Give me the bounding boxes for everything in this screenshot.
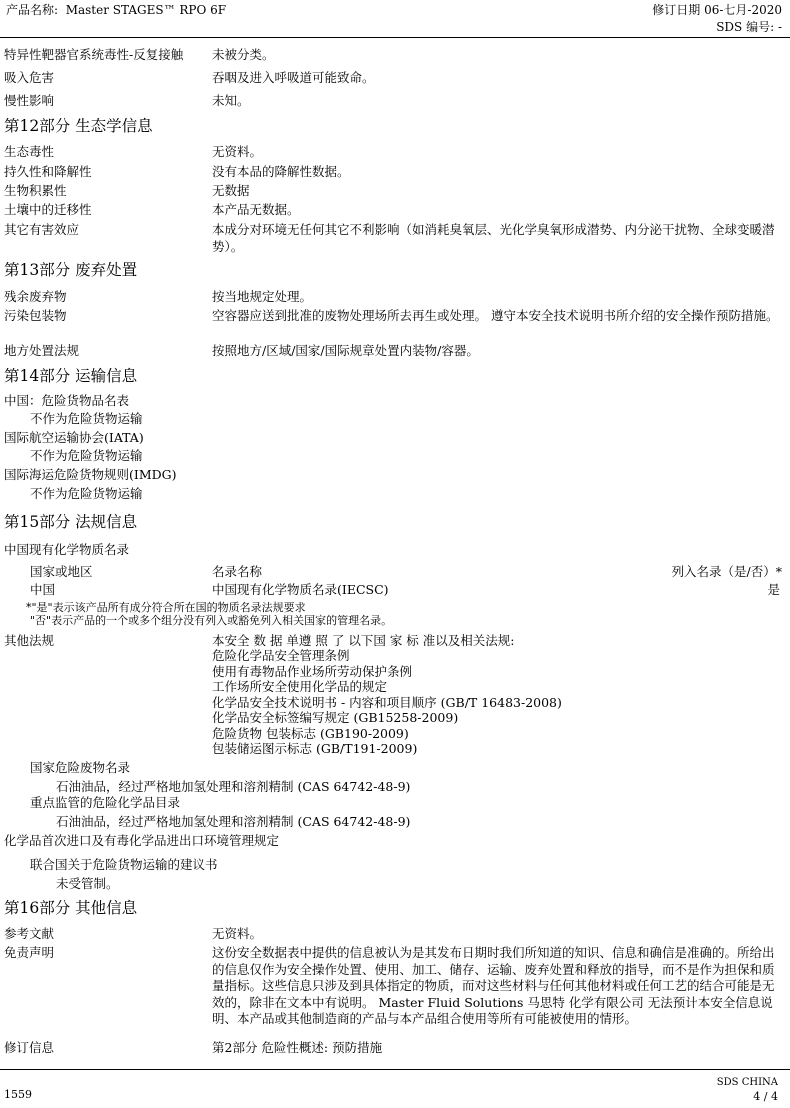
- section-12-title: 第12部分 生态学信息: [4, 117, 153, 135]
- revision-info-value: 第2部分 危险性概述: 预防措施: [212, 1040, 383, 1055]
- revision-date: 修订日期 06-七月-2020: [652, 3, 782, 17]
- eco-value: 本产品无数据。: [212, 202, 300, 217]
- header-meta: [652, 2, 782, 36]
- key-hazard-item: 石油油品，经过严格地加氢处理和溶剂精制 (CAS 64742-48-9): [56, 814, 411, 829]
- disclaimer-text: 这份安全数据表中提供的信息被认为是其发布日期时我们所知道的知识、信息和确信是准确的。所给出的信息仅作为安全操作处置、使用、加工、储存、运输、废弃处置和释放的指导，而不是作为担保和质量指标。这些信息只涉及到具体指定的物质，而对这些材料与任何其他材料或任何工艺的结合可能是无效的，除非在文本中有说明。 Master Fluid Solutions 马思特 化学有限公司 无法预计本安全信息说明、本产品或其他制造商的产品与本产品组合使用等所有可能被使用的情形。: [212, 945, 775, 1026]
- table-header-name: 名录名称: [212, 564, 263, 579]
- eco-value: 没有本品的降解性数据。: [212, 164, 350, 179]
- section-16-title: 第16部分 其他信息: [4, 899, 138, 917]
- regulation-line: 包装储运图示标志 (GB/T191-2009): [212, 741, 418, 756]
- tox-value: 未知。: [212, 93, 250, 108]
- eco-label: 土壤中的迁移性: [4, 202, 92, 217]
- transport-regulation: 国际海运危险货物规则(IMDG): [4, 467, 177, 482]
- regulation-line: 危险货物 包装标志 (GB190-2009): [212, 726, 409, 741]
- section-13-title: 第13部分 废弃处置: [4, 261, 138, 279]
- footer-code: 1559: [4, 1088, 32, 1101]
- table-header-region: 国家或地区: [30, 564, 93, 579]
- regulation-line: 化学品安全标签编写规定 (GB15258-2009): [212, 710, 459, 725]
- tox-label: 慢性影响: [4, 93, 55, 108]
- tox-label: 特异性靶器官系统毒性-反复接触: [4, 47, 184, 62]
- disposal-label: 污染包装物: [4, 308, 67, 323]
- tox-label: 吸入危害: [4, 70, 55, 85]
- footer-region: SDS CHINA: [716, 1077, 778, 1088]
- inventory-note-yes: *"是"表示该产品所有成分符合所在国的物质名录法规要求: [26, 601, 306, 614]
- regulation-line: 本安全 数 据 单遵 照 了 以下国 家 标 准以及相关法规:: [212, 633, 515, 648]
- disposal-value: 按当地规定处理。: [212, 289, 313, 304]
- table-header-listed: 列入名录（是/否）*: [671, 564, 782, 579]
- references-label: 参考文献: [4, 926, 55, 941]
- section-14-title: 第14部分 运输信息: [4, 367, 138, 385]
- footer-divider: [0, 1069, 790, 1070]
- table-cell-listed: 是: [767, 582, 780, 597]
- product-name: Master STAGES™ RPO 6F: [65, 3, 227, 17]
- tox-value: 未被分类。: [212, 47, 275, 62]
- section-15-title: 第15部分 法规信息: [4, 513, 138, 531]
- sds-number: SDS 编号: -: [716, 20, 782, 34]
- references-value: 无资料。: [212, 926, 263, 941]
- regulation-line: 化学品安全技术说明书 - 内容和项目顺序 (GB/T 16483-2008): [212, 695, 562, 710]
- transport-status: 不作为危险货物运输: [30, 486, 143, 501]
- un-recommendation-value: 未受管制。: [56, 876, 119, 891]
- transport-regulation: 国际航空运输协会(IATA): [4, 430, 144, 445]
- transport-status: 不作为危险货物运输: [30, 448, 143, 463]
- regulation-line: 使用有毒物品作业场所劳动保护条例: [212, 664, 413, 679]
- product-label: 产品名称:: [6, 3, 59, 17]
- eco-label: 持久性和降解性: [4, 164, 92, 179]
- eco-value: 无资料。: [212, 144, 263, 159]
- product-name-line: [6, 2, 226, 19]
- waste-list-item: 石油油品，经过严格地加氢处理和溶剂精制 (CAS 64742-48-9): [56, 779, 411, 794]
- waste-list-title: 国家危险废物名录: [30, 760, 131, 775]
- header-divider: [0, 37, 790, 38]
- disposal-value: 空容器应送到批准的废物处理场所去再生或处理。 遵守本安全技术说明书所介绍的安全操作预防措施。: [212, 308, 779, 323]
- transport-regulation: 中国：危险货物品名表: [4, 393, 130, 408]
- regulation-line: 工作场所安全使用化学品的规定: [212, 679, 388, 694]
- page-number: 4 / 4: [753, 1090, 778, 1103]
- eco-value: 本成分对环境无任何其它不利影响（如消耗臭氧层、光化学臭氧形成潜势、内分泌干扰物、全球变暖潜势）。: [212, 222, 775, 254]
- disclaimer-label: 免责声明: [4, 945, 55, 960]
- regulation-line: 危险化学品安全管理条例: [212, 648, 350, 663]
- table-cell-name: 中国现有化学物质名录(IECSC): [212, 582, 389, 597]
- table-cell-region: 中国: [30, 582, 56, 597]
- tox-value: 吞咽及进入呼吸道可能致命。: [212, 70, 375, 85]
- footer-meta: [717, 1076, 778, 1104]
- inventory-title: 中国现有化学物质名录: [4, 542, 130, 557]
- eco-label: 生态毒性: [4, 144, 55, 159]
- disposal-label: 残余废弃物: [4, 289, 67, 304]
- transport-status: 不作为危险货物运输: [30, 411, 143, 426]
- disposal-label: 地方处置法规: [4, 343, 80, 358]
- disposal-value: 按照地方/区域/国家/国际规章处置内装物/容器。: [212, 343, 479, 358]
- eco-label: 生物积累性: [4, 183, 67, 198]
- import-regulation-title: 化学品首次进口及有毒化学品进出口环境管理规定: [4, 833, 280, 848]
- inventory-note-no: "否"表示产品的一个或多个组分没有列入或豁免列入相关国家的管理名录。: [30, 614, 393, 627]
- eco-label: 其它有害效应: [4, 222, 80, 237]
- other-regulations-label: 其他法规: [4, 633, 55, 648]
- eco-value: 无数据: [212, 183, 250, 198]
- key-hazard-title: 重点监管的危险化学品目录: [30, 795, 181, 810]
- revision-info-label: 修订信息: [4, 1040, 55, 1055]
- un-recommendation-title: 联合国关于危险货物运输的建议书: [30, 857, 218, 872]
